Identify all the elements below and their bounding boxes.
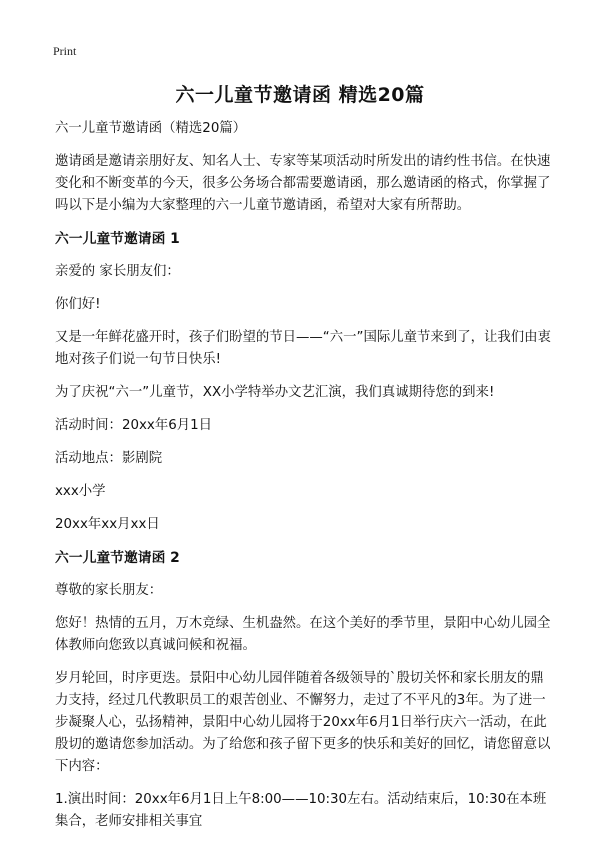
section-2-heading: 六一儿童节邀请函 2 — [55, 550, 180, 566]
section-1-salutation: 亲爱的 家长朋友们： — [55, 264, 180, 279]
intro-paragraph: 邀请函是邀请亲朋好友、知名人士、专家等某项活动时所发出的请约性书信。在快速变化和不断变革的今天，很多公务场合都需要邀请函，那么邀请函的格式，你掌握了吗以下是小编为大家整理的六一儿童节邀请函，希望对大家有所帮助。 — [55, 154, 551, 213]
section-1-time: 活动时间：20xx年6月1日 — [55, 418, 213, 433]
print-link[interactable]: Print — [53, 44, 77, 58]
section-2-paragraph-1: 您好！热情的五月，万木竞绿、生机盎然。在这个美好的季节里，景阳中心幼儿园全体教师向您致以真诚问候和祝福。 — [55, 616, 551, 653]
section-2-paragraph-2: 岁月轮回，时序更迭。景阳中心幼儿园伴随着各级领导的`殷切关怀和家长朋友的鼎力支持，经过几代教职员工的艰苦创业、不懈努力，走过了不平凡的3年。为了进一步凝聚人心，弘扬精神，景阳中心幼儿园将于20xx年6月1日举行庆六一活动，在此殷切的邀请您参加活动。为了给您和孩子留下更多的快乐和美好的回忆，请您留意以下内容： — [55, 671, 551, 774]
section-2-item-1: 1.演出时间：20xx年6月1日上午8:00——10:30左右。活动结束后，10:30在本班集合，老师安排相关事宜 — [55, 792, 547, 829]
section-1-paragraph-1: 又是一年鲜花盛开时，孩子们盼望的节日——“六一”国际儿童节来到了，让我们由衷地对孩子们说一句节日快乐! — [55, 330, 551, 367]
document-body — [55, 118, 555, 844]
section-2-salutation: 尊敬的家长朋友： — [55, 583, 163, 598]
section-1-greeting: 你们好! — [55, 297, 101, 312]
page-title: 六一儿童节邀请函 精选20篇 — [175, 84, 425, 106]
section-1-paragraph-2: 为了庆祝“六一”儿童节，XX小学特举办文艺汇演，我们真诚期待您的到来! — [55, 385, 495, 400]
section-1-date: 20xx年xx月xx日 — [55, 517, 160, 532]
section-1-signer: xxx小学 — [55, 484, 106, 499]
section-1-place: 活动地点：影剧院 — [55, 451, 163, 466]
section-1-heading: 六一儿童节邀请函 1 — [55, 231, 180, 247]
document-subtitle: 六一儿童节邀请函（精选20篇） — [55, 121, 247, 136]
